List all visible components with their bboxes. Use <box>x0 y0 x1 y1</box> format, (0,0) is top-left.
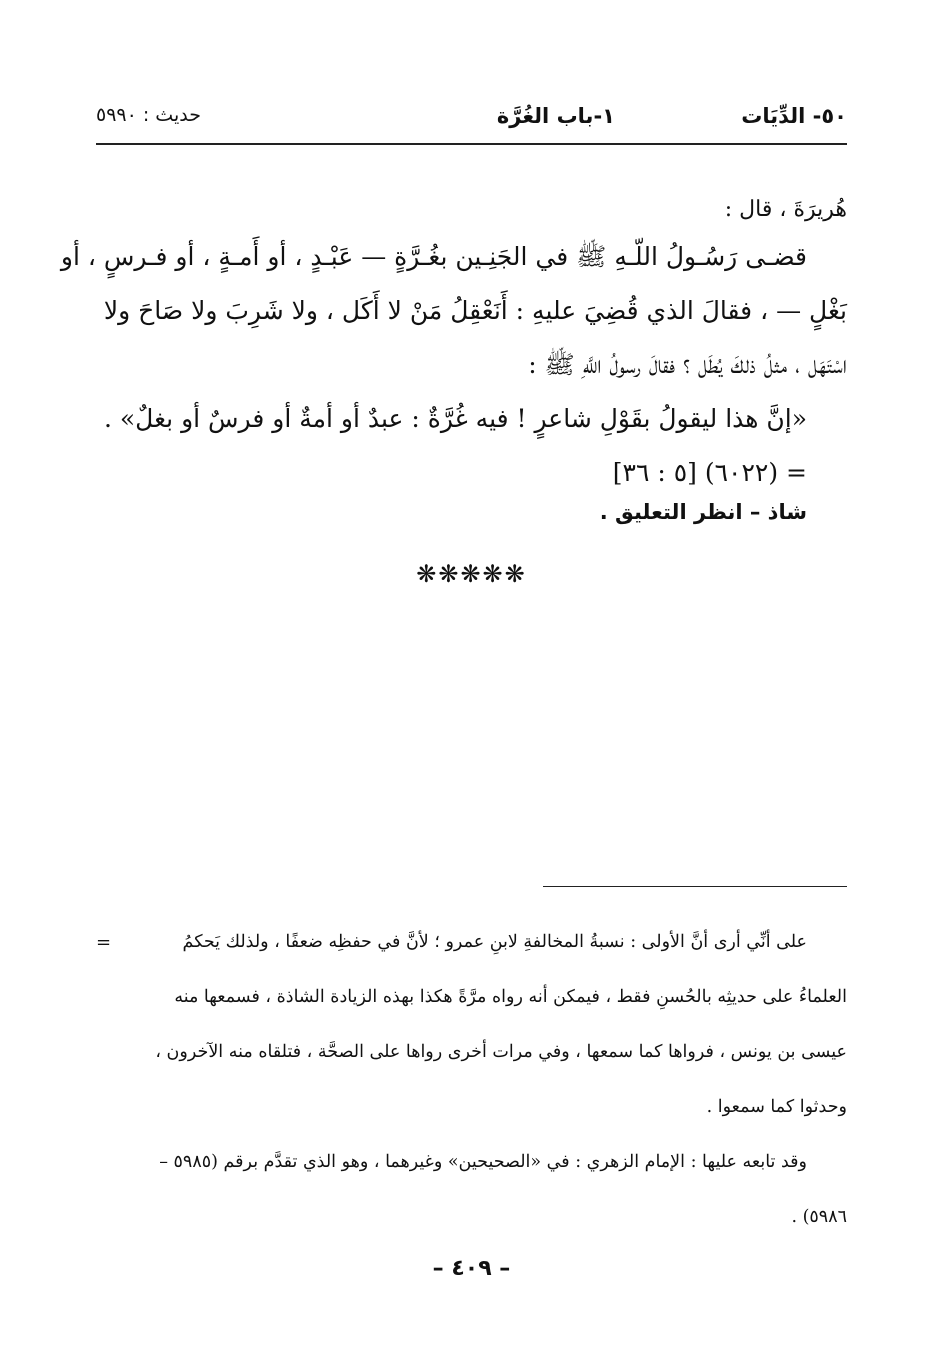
footnote-line: العلماءُ على حديثِه بالحُسنِ فقط ، فيمكن أنه رواه مرَّةً هكذا بهذه الزيادة الشاذة ، فسمعها منه <box>174 987 847 1007</box>
hadith-text <box>60 190 847 500</box>
chapter-title: ٥٠- الدِّيَات <box>741 104 847 128</box>
footnotes <box>96 915 847 1245</box>
section-title: ١-باب الغُرَّة <box>496 104 615 128</box>
page-number: – ٤٠٩ – <box>432 1256 511 1281</box>
hadith-grade: شاذ – انظر التعليق . <box>599 500 807 524</box>
hadith-reference: حديث : ٥٩٩٠ <box>96 104 201 126</box>
running-header <box>96 104 847 138</box>
header-rule <box>96 143 847 145</box>
footnote-line: عيسى بن يونس ، فرواها كما سمعها ، وفي مرات أخرى رواها على الصحَّة ، فتلقاه منه الآخرون ، <box>155 1042 847 1062</box>
text-line: بَغْلٍ — ، فقالَ الذي قُضِيَ عليهِ : أَنَعْقِلُ مَنْ لا أَكَل ، ولا شَرِبَ ولا صَاحَ ولا <box>103 296 847 325</box>
footnote-line: ٥٩٨٦) . <box>791 1207 847 1227</box>
text-line: هُريرَةَ ، قال : <box>724 197 847 222</box>
footnote-line: وقد تابعه عليها : الإمام الزهري : في «الصحيحين» وغيرهما ، وهو الذي تقدَّم برقم (٥٩٨٥ – <box>159 1152 807 1172</box>
section-separator: ❋❋❋❋❋ <box>416 560 527 588</box>
cross-reference: = (٦٠٢٢) [٥ : ٣٦] <box>612 458 807 487</box>
prophetic-quote: «إنَّ هذا ليقولُ بقَوْلِ شاعرٍ ! فيه غُرَّةٌ : عبدٌ أو أمةٌ أو فرسٌ أو بغلٌ» . <box>103 404 807 433</box>
continuation-marker: = <box>96 932 112 953</box>
footnote-line: على أنِّي أرى أنَّ الأولى : نسبةُ المخالفةِ لابنِ عمرو ؛ لأنَّ في حفظِه ضعفًا ، ولذلك يَحكمُ <box>182 932 807 952</box>
text-line: اسْتَهَل ، مثلُ ذلكَ يُطَل ؟ فقالَ رسولُ اللَّهِ ﷺ : <box>528 350 847 379</box>
text-line: قضـى رَسُـولُ اللّـهِ ﷺ في الجَنِـين بغُـرَّةٍ — عَبْـدٍ ، أو أَمـةٍ ، أو فـرسٍ ، أو <box>60 242 807 271</box>
footnote-rule <box>543 886 847 887</box>
footnote-line: وحدثوا كما سمعوا . <box>706 1097 847 1117</box>
